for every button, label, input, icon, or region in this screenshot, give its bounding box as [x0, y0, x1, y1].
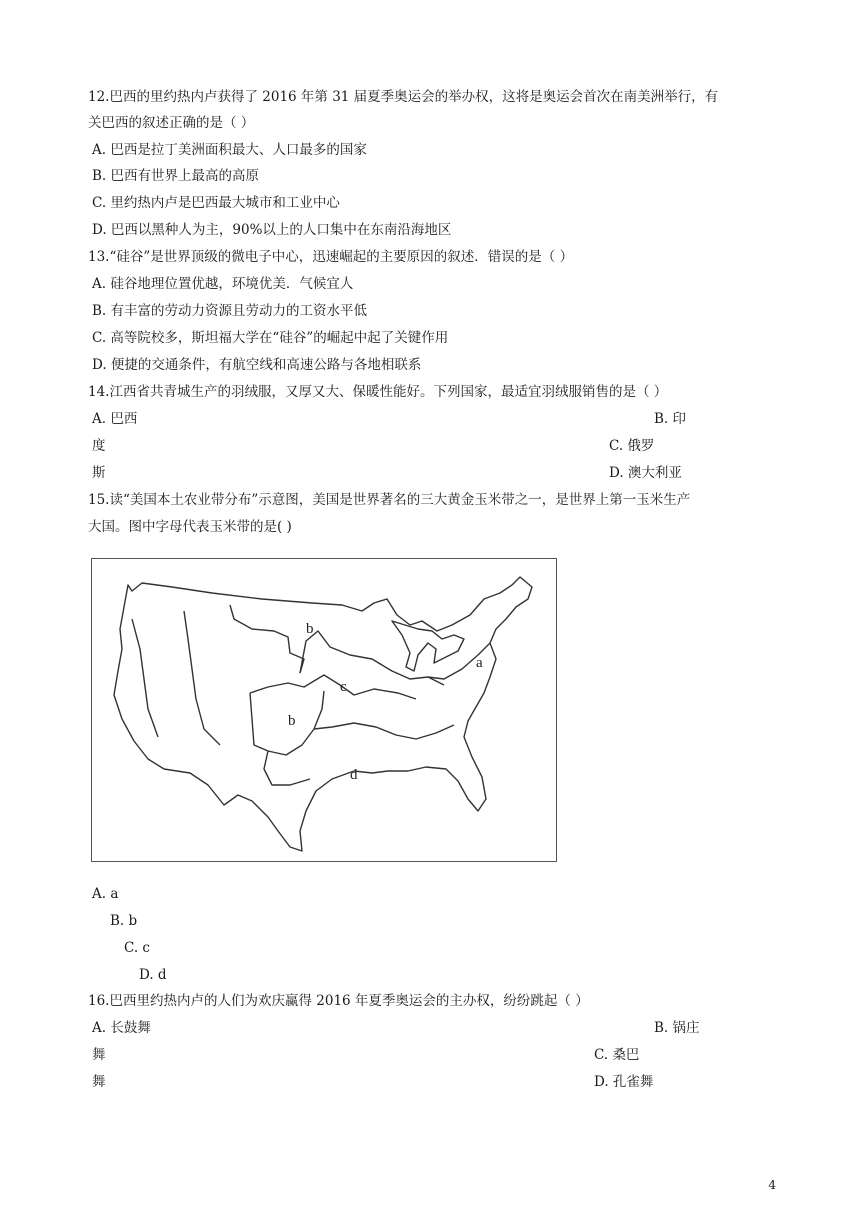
q14-option-b-wrap: 度 — [92, 438, 106, 454]
q13-option-d: D. 便捷的交通条件，有航空线和高速公路与各地相联系 — [92, 357, 422, 373]
q12-option-a: A. 巴西是拉丁美洲面积最大、人口最多的国家 — [92, 142, 367, 158]
q15-option-d: D. d — [139, 967, 167, 983]
q14-option-d: D. 澳大利亚 — [609, 465, 682, 481]
q16-option-c: C. 桑巴 — [594, 1047, 640, 1063]
q15-option-a: A. a — [92, 886, 119, 902]
q14-option-c-wrap: 斯 — [92, 465, 106, 481]
q15-stem-line2: 大国。图中字母代表玉米带的是( ) — [88, 519, 292, 535]
q16-option-d: D. 孔雀舞 — [594, 1074, 654, 1090]
q12-option-b: B. 巴西有世界上最高的高原 — [92, 168, 260, 184]
q16-option-a-wrap: 舞 — [92, 1047, 106, 1063]
q14-option-c: C. 俄罗 — [609, 438, 655, 454]
q12-option-d: D. 巴西以黑种人为主，90%以上的人口集中在东南沿海地区 — [92, 222, 452, 238]
q15-option-b: B. b — [110, 913, 138, 929]
q13-option-b: B. 有丰富的劳动力资源且劳动力的工资水平低 — [92, 303, 368, 319]
q16-option-a: A. 长鼓舞 — [92, 1020, 151, 1036]
page-number: 4 — [768, 1178, 776, 1192]
us-border — [114, 577, 532, 851]
map-label-b-north: b — [306, 621, 314, 637]
q15-option-c: C. c — [124, 940, 150, 956]
q14-option-a: A. 巴西 — [92, 411, 138, 427]
q15-stem-line1: 15.读“美国本土农业带分布”示意图，美国是世界著名的三大黄金玉米带之一，是世界上第一玉米生产 — [88, 492, 691, 508]
map-label-b-south: b — [288, 713, 296, 729]
q13-option-a: A. 硅谷地理位置优越，环境优美．气候宜人 — [92, 276, 354, 292]
q14-stem: 14.江西省共青城生产的羽绒服，又厚又大、保暖性能好。下列国家，最适宜羽绒服销售的是（ ） — [88, 384, 668, 400]
map-label-a: a — [476, 655, 483, 671]
us-agricultural-belts-map — [91, 558, 557, 862]
q13-option-c: C. 高等院校多，斯坦福大学在“硅谷”的崛起中起了关键作用 — [92, 330, 449, 346]
q12-stem-line1: 12.巴西的里约热内卢获得了 2016 年第 31 届夏季奥运会的举办权，这将是奥运会首次在南美洲举行，有 — [88, 89, 719, 105]
q16-stem: 16.巴西里约热内卢的人们为欢庆赢得 2016 年夏季奥运会的主办权，纷纷跳起（ ） — [88, 993, 589, 1009]
q13-stem: 13.“硅谷”是世界顶级的微电子中心，迅速崛起的主要原因的叙述．错误的是（ ） — [88, 249, 574, 265]
map-label-d: d — [350, 767, 358, 783]
great-lakes — [392, 621, 464, 671]
q16-option-b: B. 锅庄 — [654, 1020, 700, 1036]
q14-option-b: B. 印 — [654, 411, 687, 427]
q16-option-c-wrap: 舞 — [92, 1074, 106, 1090]
map-label-c: c — [340, 679, 347, 695]
us-map-outline — [92, 559, 558, 863]
q12-stem-line2: 关巴西的叙述正确的是（ ） — [88, 115, 255, 131]
q12-option-c: C. 里约热内卢是巴西最大城市和工业中心 — [92, 195, 340, 211]
